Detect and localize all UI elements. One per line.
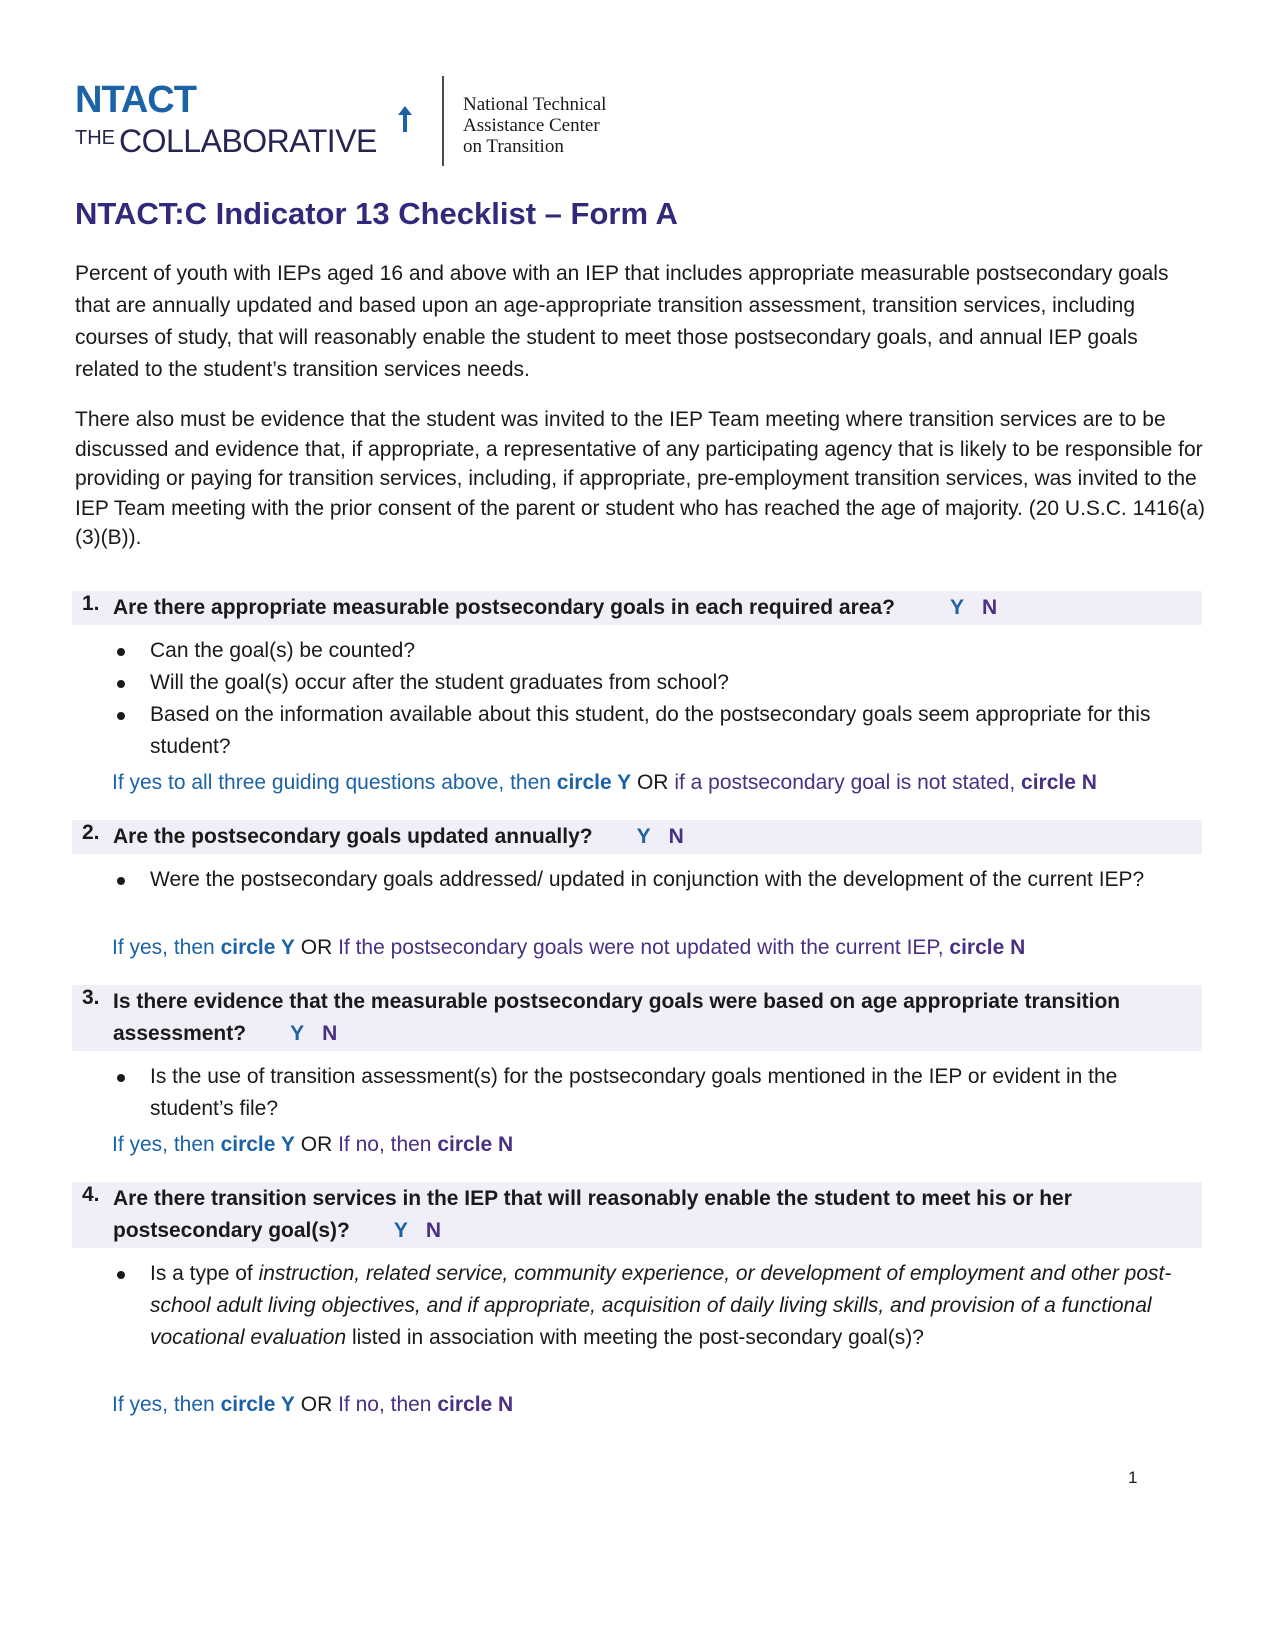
or-label: OR <box>294 1133 339 1156</box>
intro-paragraph-2: There also must be evidence that the student was invited to the IEP Team meeting where transition services are to be discussed and evidence that, if appropriate, a representative of any participating agency that is likely to be responsible for providing or paying for transition services, including, if appropriate, pre-employment transition services, was invited to the IEP Team meeting with the prior consent of the parent or student who has reached the age of majority. (20 U.S.C. 1416(a)(3)(B)). <box>75 408 1205 549</box>
question-3-header <box>72 985 1202 1051</box>
list-item <box>112 1061 1202 1125</box>
list-item-text: listed in association with meeting the post-secondary goal(s)? <box>346 1326 924 1349</box>
question-1-instruction <box>112 767 1097 799</box>
question-text <box>113 592 1193 624</box>
list-item <box>112 864 1202 896</box>
list-item-text: Is a type of <box>150 1262 259 1285</box>
question-number: 4. <box>82 1183 100 1206</box>
yes-instruction: If yes, then <box>112 936 221 959</box>
question-4-instruction <box>112 1389 513 1421</box>
list-item <box>112 667 1202 699</box>
bullet-icon <box>117 1271 125 1279</box>
bullet-icon <box>117 712 125 720</box>
question-number: 1. <box>82 592 100 615</box>
question-label: Are the postsecondary goals updated annually? <box>113 825 593 848</box>
no-instruction: If no, then <box>338 1393 438 1416</box>
question-3-guiding-list <box>112 1061 1202 1125</box>
org-line: on Transition <box>463 136 564 157</box>
no-option[interactable]: N <box>425 1219 442 1242</box>
org-line: National Technical <box>463 94 607 115</box>
question-text <box>113 1183 1193 1247</box>
logo-org-name <box>463 94 606 157</box>
list-item-italic-text: instruction, related service, community experience, or development of employment and other post-school adult living objectives, and if appropriate, acquisition of daily living skills, and provision of a functional vocational evaluation <box>150 1262 1172 1349</box>
question-2-header <box>72 820 1202 854</box>
bullet-icon <box>117 877 125 885</box>
org-line: Assistance Center <box>463 115 600 136</box>
yes-option[interactable]: Y <box>290 1022 305 1045</box>
or-label: OR <box>294 1393 339 1416</box>
question-label: Are there transition services in the IEP that will reasonably enable the student to meet his or her postsecondary goal(s)? <box>113 1187 1072 1242</box>
list-item <box>112 1258 1202 1354</box>
bullet-icon <box>117 648 125 656</box>
no-option[interactable]: N <box>981 596 998 619</box>
or-label: OR <box>631 771 675 794</box>
bullet-icon <box>117 680 125 688</box>
bullet-icon <box>117 1074 125 1082</box>
logo-arrow-icon <box>393 104 417 134</box>
question-text <box>113 821 1193 853</box>
logo-collaborative-text <box>75 120 377 159</box>
page-number: 1 <box>1128 1468 1138 1487</box>
question-4-guiding-list <box>112 1258 1202 1354</box>
no-instruction: if a postsecondary goal is not stated, <box>674 771 1022 794</box>
question-4-header <box>72 1182 1202 1248</box>
circle-n-label: circle N <box>437 1133 514 1156</box>
page-title: NTACT:C Indicator 13 Checklist – Form A <box>75 196 678 231</box>
yes-instruction: If yes, then <box>112 1133 221 1156</box>
intro-paragraph-1: Percent of youth with IEPs aged 16 and above with an IEP that includes appropriate measurable postsecondary goals that are annually updated and based upon an age-appropriate transition assessment, transition services, including courses of study, that will reasonably enable the student to meet those postsecondary goals, and annual IEP goals related to the student’s transition services needs. <box>75 262 1169 381</box>
list-item <box>112 635 1202 667</box>
circle-n-label: circle N <box>949 936 1026 959</box>
circle-y-label: circle Y <box>220 1133 295 1156</box>
no-instruction: If no, then <box>338 1133 438 1156</box>
list-item-text: Were the postsecondary goals addressed/ updated in conjunction with the development of the current IEP? <box>150 868 1145 891</box>
no-option[interactable]: N <box>668 825 684 848</box>
question-number: 3. <box>82 986 100 1009</box>
question-number: 2. <box>82 821 100 844</box>
yes-instruction: If yes to all three guiding questions above, then <box>112 771 557 794</box>
yes-option[interactable]: Y <box>636 825 651 848</box>
no-option[interactable]: N <box>322 1022 338 1045</box>
yes-option[interactable]: Y <box>393 1219 408 1242</box>
question-1-guiding-list <box>112 635 1202 763</box>
question-2-instruction <box>112 932 1025 964</box>
list-item-text: Is the use of transition assessment(s) for the postsecondary goals mentioned in the IEP or evident in the student’s file? <box>150 1065 1118 1120</box>
question-text <box>113 986 1193 1050</box>
yes-instruction: If yes, then <box>112 1393 221 1416</box>
question-label: Is there evidence that the measurable postsecondary goals were based on age appropriate transition assessment? <box>113 990 1121 1045</box>
circle-y-label: circle Y <box>220 936 295 959</box>
logo-collab-word: COLLABORATIVE <box>119 123 377 159</box>
list-item-text: Will the goal(s) occur after the student graduates from school? <box>150 671 729 694</box>
ntact-logo <box>75 80 635 175</box>
circle-n-label: circle N <box>1021 771 1097 794</box>
circle-y-label: circle Y <box>220 1393 295 1416</box>
logo-divider <box>442 76 444 166</box>
circle-y-label: circle Y <box>556 771 632 794</box>
question-label: Are there appropriate measurable postsecondary goals in each required area? <box>113 596 895 619</box>
question-1-header <box>72 591 1202 625</box>
logo-the-text: THE <box>75 127 115 149</box>
list-item <box>112 699 1202 763</box>
no-instruction: If the postsecondary goals were not updated with the current IEP, <box>338 936 950 959</box>
or-label: OR <box>294 936 339 959</box>
logo-ntact-text: NTACT <box>75 79 196 121</box>
circle-n-label: circle N <box>437 1393 514 1416</box>
list-item-text: Based on the information available about this student, do the postsecondary goals seem appropriate for this student? <box>150 703 1151 758</box>
yes-option[interactable]: Y <box>949 596 964 619</box>
question-2-guiding-list <box>112 864 1202 896</box>
list-item-text: Can the goal(s) be counted? <box>150 639 416 662</box>
question-3-instruction <box>112 1129 513 1161</box>
